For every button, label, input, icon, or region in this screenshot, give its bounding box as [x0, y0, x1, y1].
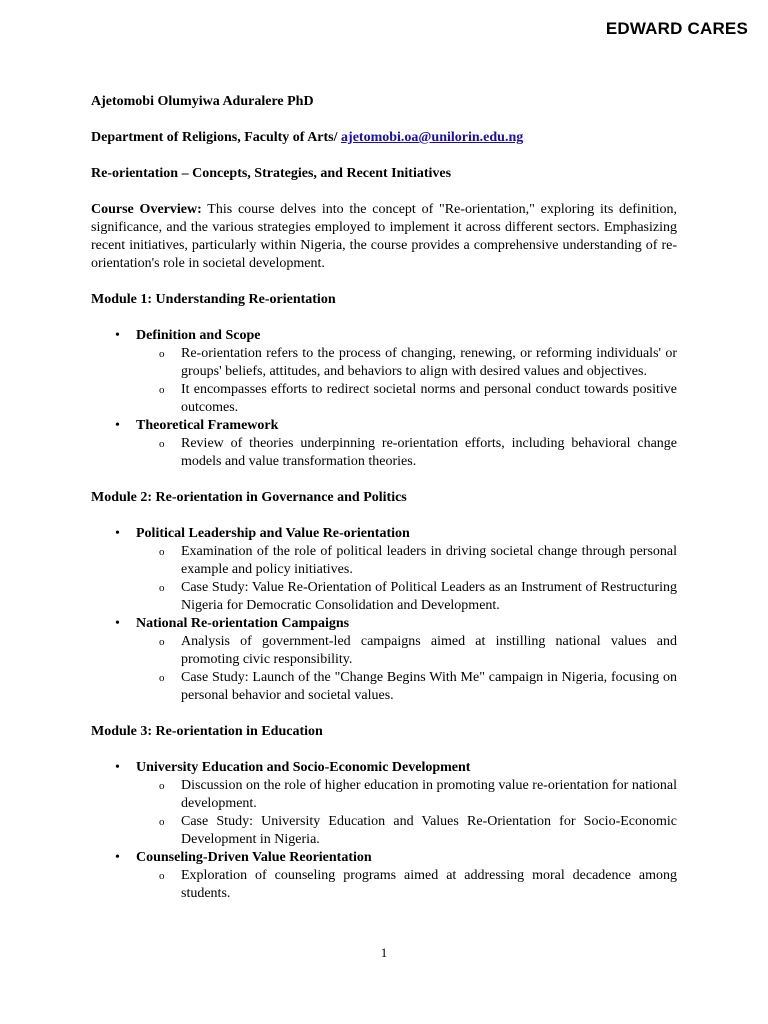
- point-text: It encompasses efforts to redirect societal norms and personal conduct towards positive outcomes.: [181, 382, 677, 415]
- topic-point: [136, 813, 677, 849]
- topic-point-list: [136, 777, 677, 849]
- topic-heading: Counseling-Driven Value Reorientation: [136, 850, 372, 865]
- circle-bullet-icon: o: [159, 816, 165, 828]
- topic-point-list: [136, 633, 677, 705]
- topic-item: [91, 759, 677, 849]
- topic-item: [91, 417, 677, 471]
- document-title: Re-orientation – Concepts, Strategies, and Recent Initiatives: [91, 166, 452, 181]
- document-body: [91, 93, 677, 921]
- module-title: Module 3: Re-orientation in Education: [91, 724, 323, 739]
- topic-point-list: [136, 867, 677, 903]
- topic-point: [136, 777, 677, 813]
- point-text: Exploration of counseling programs aimed at addressing moral decadence among students.: [181, 868, 677, 901]
- topic-point: [136, 345, 677, 381]
- course-overview: [91, 201, 677, 273]
- page-number: 1: [380, 945, 388, 960]
- module-topic-list: [91, 525, 677, 705]
- point-text: Case Study: Value Re-Orientation of Political Leaders as an Instrument of Restructuring Nigeria for Democratic Consolidation and Development.: [181, 580, 677, 613]
- topic-item: [91, 327, 677, 417]
- topic-point-list: [136, 435, 677, 471]
- topic-point: [136, 579, 677, 615]
- module-topic-list: [91, 759, 677, 903]
- point-text: Discussion on the role of higher education in promoting value re-orientation for national development.: [181, 778, 677, 811]
- bullet-icon: •: [115, 328, 120, 343]
- email-link[interactable]: ajetomobi.oa@unilorin.edu.ng: [341, 130, 524, 145]
- circle-bullet-icon: o: [159, 636, 165, 648]
- circle-bullet-icon: o: [159, 582, 165, 594]
- author-name: Ajetomobi Olumyiwa Aduralere PhD: [91, 94, 314, 109]
- circle-bullet-icon: o: [159, 672, 165, 684]
- modules-container: [91, 291, 677, 903]
- point-text: Analysis of government-led campaigns aimed at instilling national values and promoting civic responsibility.: [181, 634, 677, 667]
- overview-label: Course Overview:: [91, 202, 202, 217]
- circle-bullet-icon: o: [159, 384, 165, 396]
- bullet-icon: •: [115, 760, 120, 775]
- module-topic-list: [91, 327, 677, 471]
- topic-heading: University Education and Socio-Economic Development: [136, 760, 471, 775]
- topic-point-list: [136, 543, 677, 615]
- circle-bullet-icon: o: [159, 870, 165, 882]
- topic-heading: National Re-orientation Campaigns: [136, 616, 350, 631]
- department-line: [91, 129, 677, 147]
- point-text: Re-orientation refers to the process of changing, renewing, or reforming individuals' or groups' beliefs, attitudes, and behaviors to align with desired values and objectives.: [181, 346, 677, 379]
- topic-heading: Definition and Scope: [136, 328, 261, 343]
- topic-point-list: [136, 345, 677, 417]
- point-text: Review of theories underpinning re-orientation efforts, including behavioral change models and value transformation theories.: [181, 436, 677, 469]
- bullet-icon: •: [115, 850, 120, 865]
- topic-item: [91, 525, 677, 615]
- point-text: Case Study: Launch of the "Change Begins With Me" campaign in Nigeria, focusing on personal behavior and societal values.: [181, 670, 677, 703]
- point-text: Examination of the role of political leaders in driving societal change through personal example and policy initiatives.: [181, 544, 677, 577]
- overview-text: This course delves into the concept of "Re-orientation," exploring its definition, significance, and the various strategies employed to implement it across different sectors. Emphasizing recent initiatives, particularly within Nigeria, the course provides a comprehensive understanding of re-orientation's role in societal development.: [91, 202, 677, 271]
- circle-bullet-icon: o: [159, 438, 165, 450]
- circle-bullet-icon: o: [159, 546, 165, 558]
- bullet-icon: •: [115, 526, 120, 541]
- bullet-icon: •: [115, 418, 120, 433]
- topic-point: [136, 381, 677, 417]
- module-title: Module 2: Re-orientation in Governance and Politics: [91, 490, 407, 505]
- circle-bullet-icon: o: [159, 348, 165, 360]
- topic-heading: Political Leadership and Value Re-orientation: [136, 526, 410, 541]
- topic-point: [136, 633, 677, 669]
- point-text: Case Study: University Education and Values Re-Orientation for Socio-Economic Development in Nigeria.: [181, 814, 677, 847]
- topic-item: [91, 615, 677, 705]
- module-title: Module 1: Understanding Re-orientation: [91, 292, 336, 307]
- topic-point: [136, 867, 677, 903]
- department-text: Department of Religions, Faculty of Arts/: [91, 130, 342, 145]
- topic-point: [136, 669, 677, 705]
- header-brand: EDWARD CARES: [605, 19, 748, 38]
- circle-bullet-icon: o: [159, 780, 165, 792]
- topic-item: [91, 849, 677, 903]
- topic-point: [136, 543, 677, 579]
- bullet-icon: •: [115, 616, 120, 631]
- topic-heading: Theoretical Framework: [136, 418, 279, 433]
- topic-point: [136, 435, 677, 471]
